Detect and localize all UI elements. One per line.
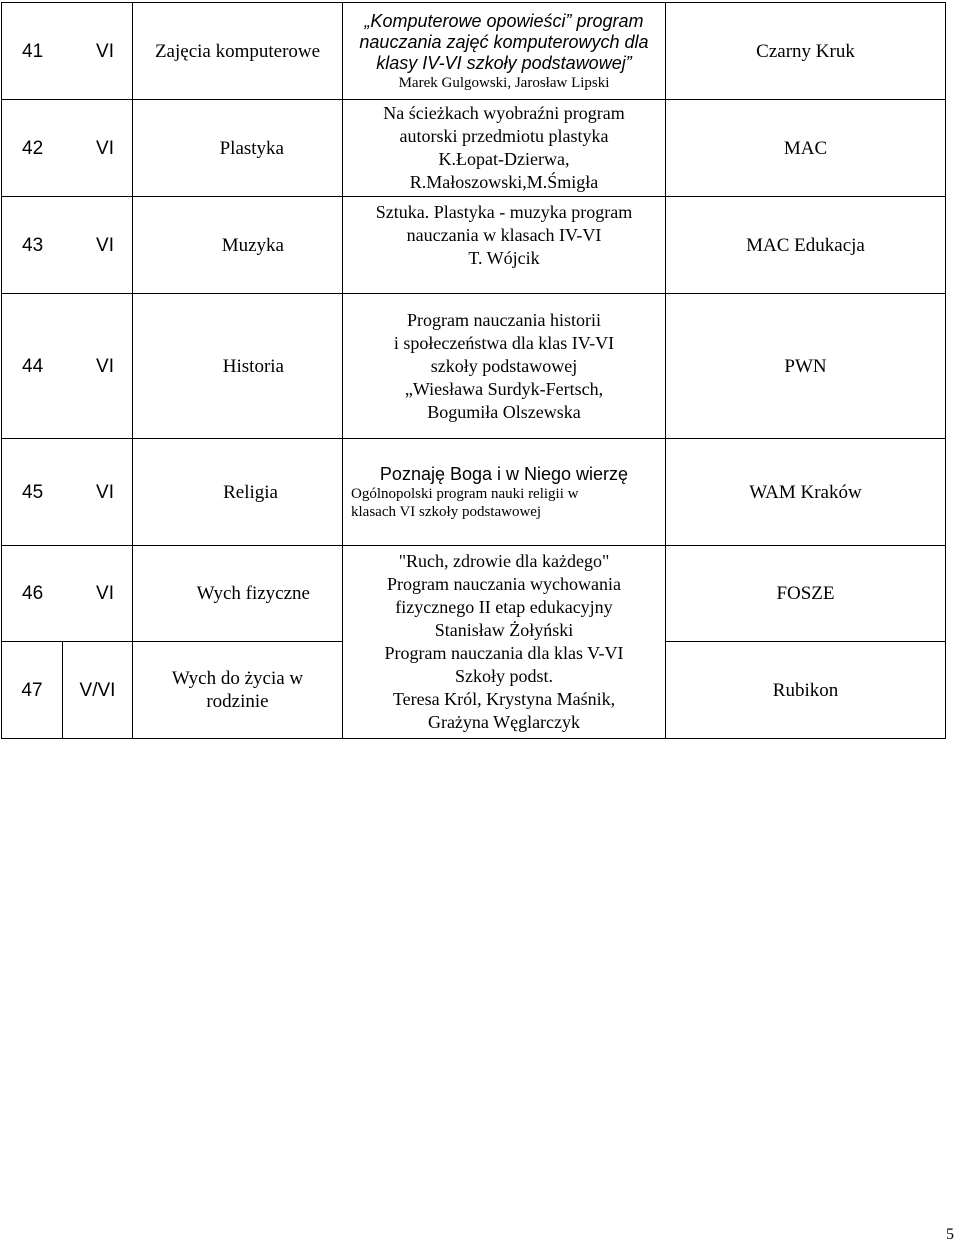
program-subtitle: Ogólnopolski program nauki religii w klasach VI szkoły podstawowej bbox=[351, 485, 579, 520]
table-row bbox=[2, 546, 946, 642]
row-number: 47 bbox=[2, 642, 63, 738]
subject-name: Zajęcia komputerowe bbox=[154, 40, 321, 62]
program-cell bbox=[343, 546, 666, 739]
publisher-name: PWN bbox=[784, 355, 827, 377]
publisher-cell bbox=[666, 439, 946, 546]
row-number-class bbox=[2, 546, 133, 642]
subject-cell bbox=[133, 100, 343, 197]
publisher-cell bbox=[666, 100, 946, 197]
row-number: 46 bbox=[22, 583, 44, 604]
subject-cell bbox=[133, 546, 343, 642]
class-level: VI bbox=[96, 583, 114, 604]
subject-cell bbox=[133, 294, 343, 439]
program-authors: Marek Gulgowski, Jarosław Lipski bbox=[398, 74, 610, 91]
subject-name: Muzyka bbox=[221, 234, 284, 256]
class-level: VI bbox=[96, 481, 114, 503]
row-number: 41 bbox=[22, 40, 44, 62]
publisher-name: Rubikon bbox=[772, 679, 839, 701]
row-number-class bbox=[2, 642, 133, 739]
program-title: „Komputerowe opowieści” program nauczania zajęć komputerowych dla klasy IV-VI szkoły podstawowej” bbox=[359, 10, 649, 73]
class-level: VI bbox=[96, 234, 114, 256]
subject-cell bbox=[133, 197, 343, 294]
subject-name: Wych fizyczne bbox=[196, 583, 310, 604]
subject-name: Plastyka bbox=[219, 137, 284, 159]
program-cell bbox=[343, 439, 666, 546]
row-number: 42 bbox=[22, 137, 44, 159]
subject-name: Wych do życia w rodzinie bbox=[171, 668, 304, 712]
row-number-class bbox=[2, 197, 133, 294]
table-row bbox=[2, 197, 946, 294]
publisher-name: WAM Kraków bbox=[749, 481, 862, 503]
publisher-name: FOSZE bbox=[776, 583, 835, 604]
program-description: Sztuka. Plastyka - muzyka program nauczania w klasach IV-VI T. Wójcik bbox=[375, 202, 633, 268]
publisher-name: MAC Edukacja bbox=[746, 234, 865, 256]
class-level: VI bbox=[96, 137, 114, 159]
program-cell bbox=[343, 3, 666, 100]
page-number: 5 bbox=[946, 1226, 954, 1243]
publisher-name: Czarny Kruk bbox=[756, 40, 855, 62]
row-number-class bbox=[2, 3, 133, 100]
subject-name: Historia bbox=[222, 355, 284, 377]
table-row bbox=[2, 439, 946, 546]
row-number: 44 bbox=[22, 355, 44, 377]
row-number: 45 bbox=[22, 481, 44, 503]
subject-cell bbox=[133, 3, 343, 100]
program-cell bbox=[343, 100, 666, 197]
row-number-class bbox=[2, 100, 133, 197]
table-row bbox=[2, 100, 946, 197]
subject-cell bbox=[133, 439, 343, 546]
publisher-name: MAC bbox=[783, 137, 828, 159]
program-description: Program nauczania historii i społeczeństwa dla klas IV-VI szkoły podstawowej „Wiesława Surdyk-Fertsch, Bogumiła Olszewska bbox=[393, 309, 615, 422]
publisher-cell bbox=[666, 546, 946, 642]
program-cell bbox=[343, 294, 666, 439]
row-number: 43 bbox=[22, 234, 44, 256]
table-row bbox=[2, 294, 946, 439]
class-level: VI bbox=[96, 40, 114, 62]
program-title: Poznaję Boga i w Niego wierzę bbox=[379, 463, 629, 484]
program-description: Na ścieżkach wyobraźni program autorski przedmiotu plastyka K.Łopat-Dzierwa, R.Małoszowski,M.Śmigła bbox=[383, 103, 625, 192]
row-number-class bbox=[2, 294, 133, 439]
curriculum-table bbox=[1, 2, 946, 739]
publisher-cell bbox=[666, 294, 946, 439]
table-row bbox=[2, 3, 946, 100]
class-level: VI bbox=[96, 355, 114, 377]
subject-cell bbox=[133, 642, 343, 739]
row-number-class bbox=[2, 439, 133, 546]
program-description: "Ruch, zdrowie dla każdego" Program nauczania wychowania fizycznego II etap edukacyjny Stanisław Żołyński Program nauczania dla klas V-VI Szkoły podst. Teresa Król, Krystyna Maśnik, Grażyna Węglarczyk bbox=[384, 551, 624, 732]
program-cell bbox=[343, 197, 666, 294]
publisher-cell bbox=[666, 3, 946, 100]
class-level: V/VI bbox=[79, 679, 116, 701]
subject-name: Religia bbox=[223, 481, 278, 503]
publisher-cell bbox=[666, 197, 946, 294]
publisher-cell bbox=[666, 642, 946, 739]
